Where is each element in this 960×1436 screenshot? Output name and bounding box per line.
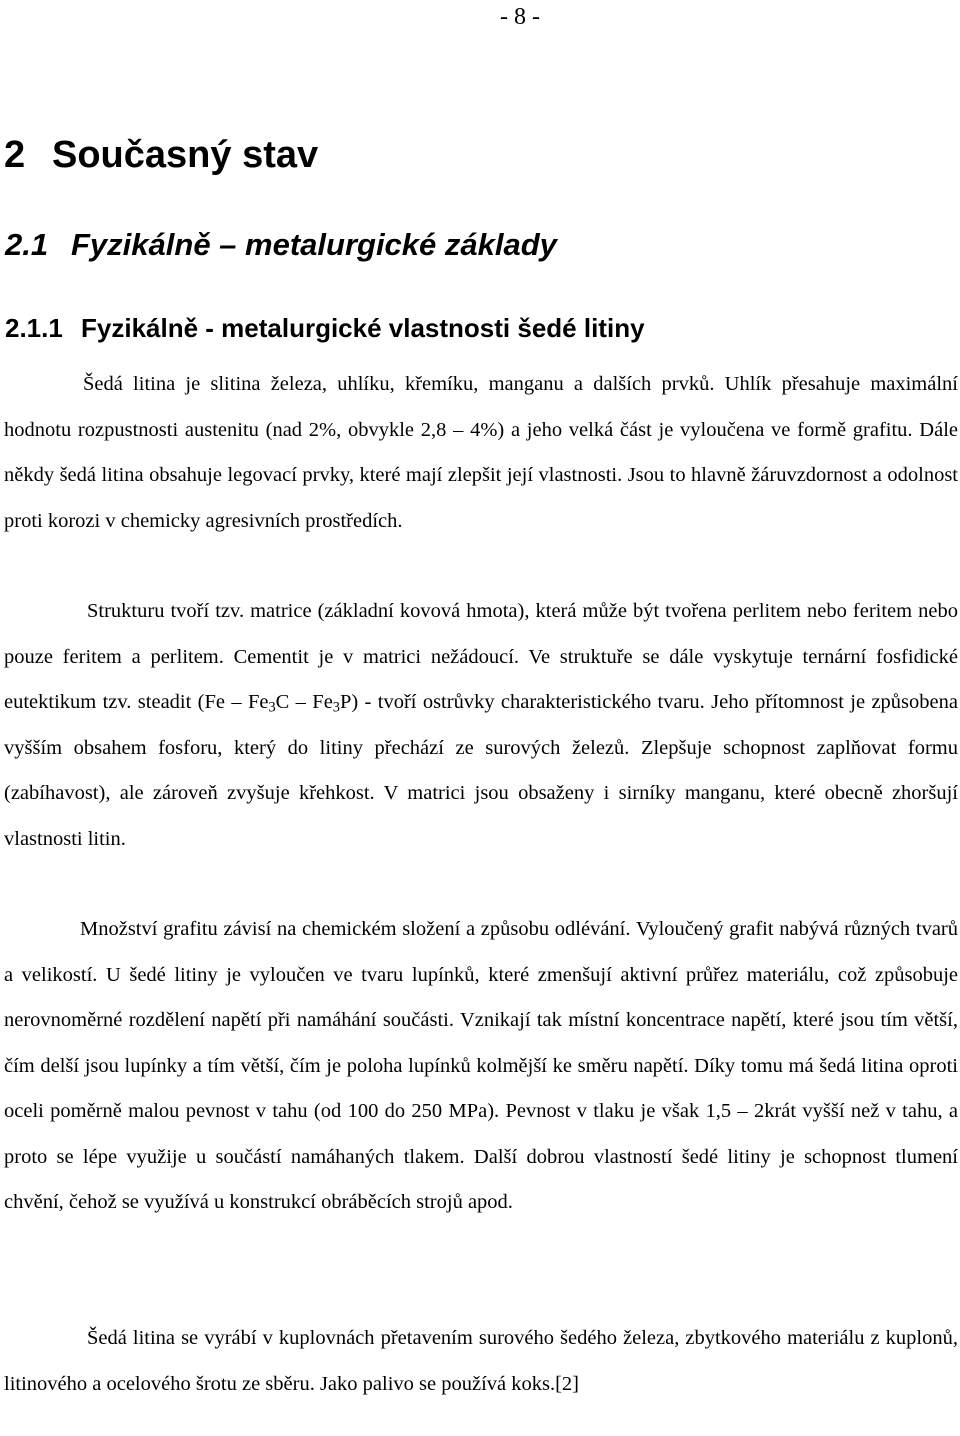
subsection-heading: [5, 312, 645, 344]
section-heading: [5, 226, 557, 264]
page-number: - 8 -: [500, 4, 540, 30]
paragraph-structure-part-c: P) - tvoří ostrůvky charakteristického tvaru. Jeho přítomnost je způsobena vyšším obsahem fosforu, který do litiny přechází ze surových železů. Zlepšuje schopnost zaplňovat formu (zabíhavost), ale zároveň zvyšuje křehkost. V matrici jsou obsaženy i sirníky manganu, které obecně zhoršují vlastnosti litin.: [4, 691, 958, 850]
chapter-title: Současný stav: [52, 134, 319, 176]
paragraph-graphite: Množství grafitu závisí na chemickém složení a způsobu odlévání. Vyloučený grafit nabývá různých tvarů a velikostí. U šedé litiny je vyloučen ve tvaru lupínků, které zmenšují aktivní průřez materiálu, což způsobuje nerovnoměrné rozdělení napětí při namáhání součásti. Vznikají tak místní koncentrace napětí, které jsou tím větší, čím delší jsou lupínky a tím větší, čím je poloha lupínků kolmější ke směru napětí. Díky tomu má šedá litina oproti oceli poměrně malou pevnost v tahu (od 100 do 250 MPa). Pevnost v tlaku je však 1,5 – 2krát vyšší než v tahu, a proto se lépe využije u součástí namáhaných tlakem. Další dobrou vlastností šedé litiny je schopnost tlumení chvění, čehož se využívá u konstrukcí obráběcích strojů apod.: [4, 918, 958, 1213]
subscript-3: 3: [268, 699, 276, 716]
paragraph-structure-part-b: C – Fe: [275, 691, 333, 713]
paragraph-structure: [4, 589, 958, 862]
paragraph-structure-part-a: Strukturu tvoří tzv. matrice (základní kovová hmota), která může být tvořena perlitem nebo feritem nebo pouze feritem a perlitem. Cementit je v matrici nežádoucí. Ve struktuře se dále vyskytuje ternární fosfidické eutektikum tzv. steadit (Fe – Fe: [4, 600, 958, 713]
paragraph-production: Šedá litina se vyrábí v kuplovnách přetavením surového šedého železa, zbytkového materiálu z kuplonů, litinového a ocelového šrotu ze sběru. Jako palivo se používá koks.[2]: [4, 1327, 958, 1395]
paragraph-composition: Šedá litina je slitina železa, uhlíku, křemíku, manganu a dalších prvků. Uhlík přesahuje maximální hodnotu rozpustnosti austenitu (nad 2%, obvykle 2,8 – 4%) a jeho velká část je vyloučena ve formě grafitu. Dále někdy šedá litina obsahuje legovací prvky, které mají zlepšit její vlastnosti. Jsou to hlavně žáruvzdornost a odolnost proti korozi v chemicky agresivních prostředích.: [4, 373, 958, 532]
chapter-heading: [4, 132, 318, 178]
section-title: Fyzikálně – metalurgické základy: [71, 227, 557, 262]
chapter-number: 2: [4, 134, 26, 176]
section-number: 2.1: [5, 227, 49, 262]
subsection-number: 2.1.1: [5, 313, 63, 343]
subsection-title: Fyzikálně - metalurgické vlastnosti šedé litiny: [81, 313, 645, 343]
subscript-3: 3: [332, 699, 340, 716]
